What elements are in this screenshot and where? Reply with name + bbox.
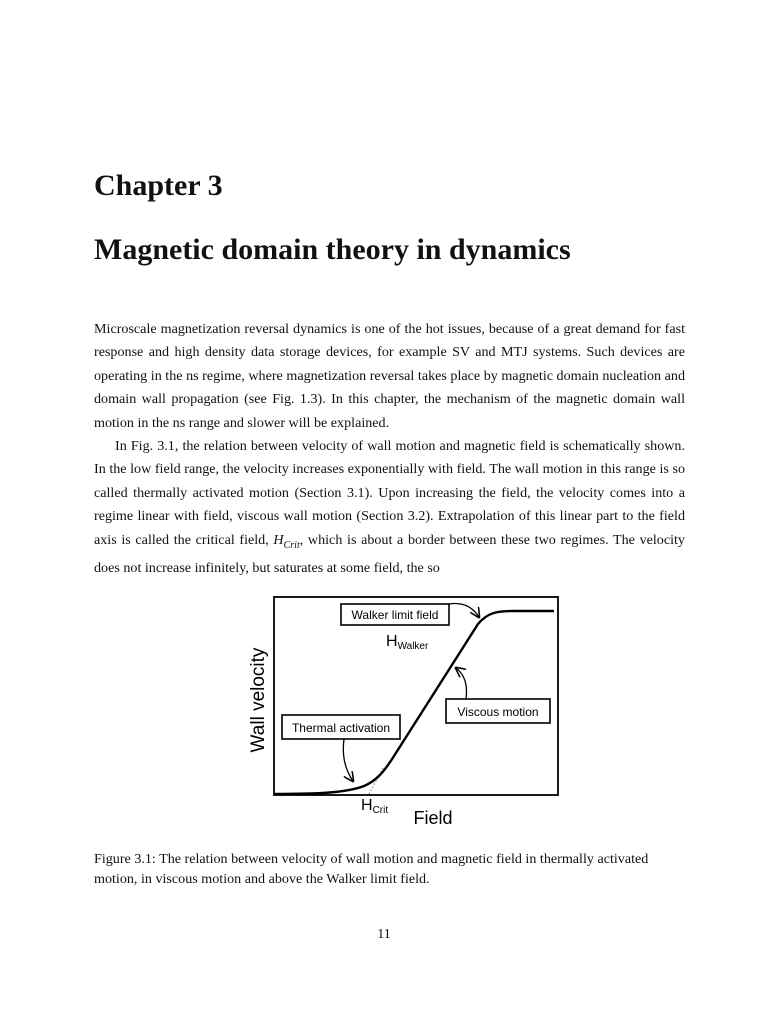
paragraph-2-end: , which is about a border between these two regimes. The velocity does not increase infinitely, but saturates at some field, the so (94, 531, 685, 576)
paragraph-2-start: In Fig. 3.1, the relation between velocity of wall motion and magnetic field is schematically shown. In the low field range, the velocity increases exponentially with field. The wall motion in this range is so called thermally activated motion (Section 3.1). Upon increasing the field, the velocity comes into a regime linear with field, viscous wall motion (Section 3.2). Extrapolation of this linear part to the field axis is called the critical field, (94, 438, 685, 548)
page-number: 11 (377, 926, 391, 942)
walker-arrow (449, 604, 479, 617)
velocity-field-diagram (236, 588, 576, 838)
thermal-activation-label: Thermal activation (291, 721, 391, 735)
hcrit-symbol: $H_{Crit}$ (273, 531, 300, 551)
paragraph-2 (94, 435, 685, 580)
chapter-title: Magnetic domain theory in dynamics (94, 233, 571, 266)
viscous-motion-label: Viscous motion (457, 705, 539, 719)
chapter-label: Chapter 3 (94, 169, 223, 202)
body-text (94, 318, 685, 580)
plot-frame (274, 597, 558, 795)
x-axis-label: Field (413, 808, 453, 828)
figure-3-1 (236, 588, 576, 838)
viscous-arrow (456, 668, 467, 699)
figure-caption: Figure 3.1: The relation between velocity of wall motion and magnetic field in thermally activated motion, in viscous motion and above the Walker limit field. (94, 851, 649, 887)
paragraph-1: Microscale magnetization reversal dynamics is one of the hot issues, because of a great demand for fast response and high density data storage devices, for example SV and MTJ systems. Such devices are operating in the ns regime, where magnetization reversal takes place by magnetic domain nucleation and domain wall propagation (see Fig. 1.3). In this chapter, the mechanism of the magnetic domain wall motion in the ns range and slower will be explained. (94, 321, 685, 431)
y-axis-label: Wall velocity (248, 647, 269, 753)
thermal-arrow (343, 739, 353, 781)
h-walker-label: HWalker (386, 633, 429, 652)
walker-limit-label: Walker limit field (351, 608, 439, 622)
h-crit-label: HCrit (361, 797, 389, 816)
